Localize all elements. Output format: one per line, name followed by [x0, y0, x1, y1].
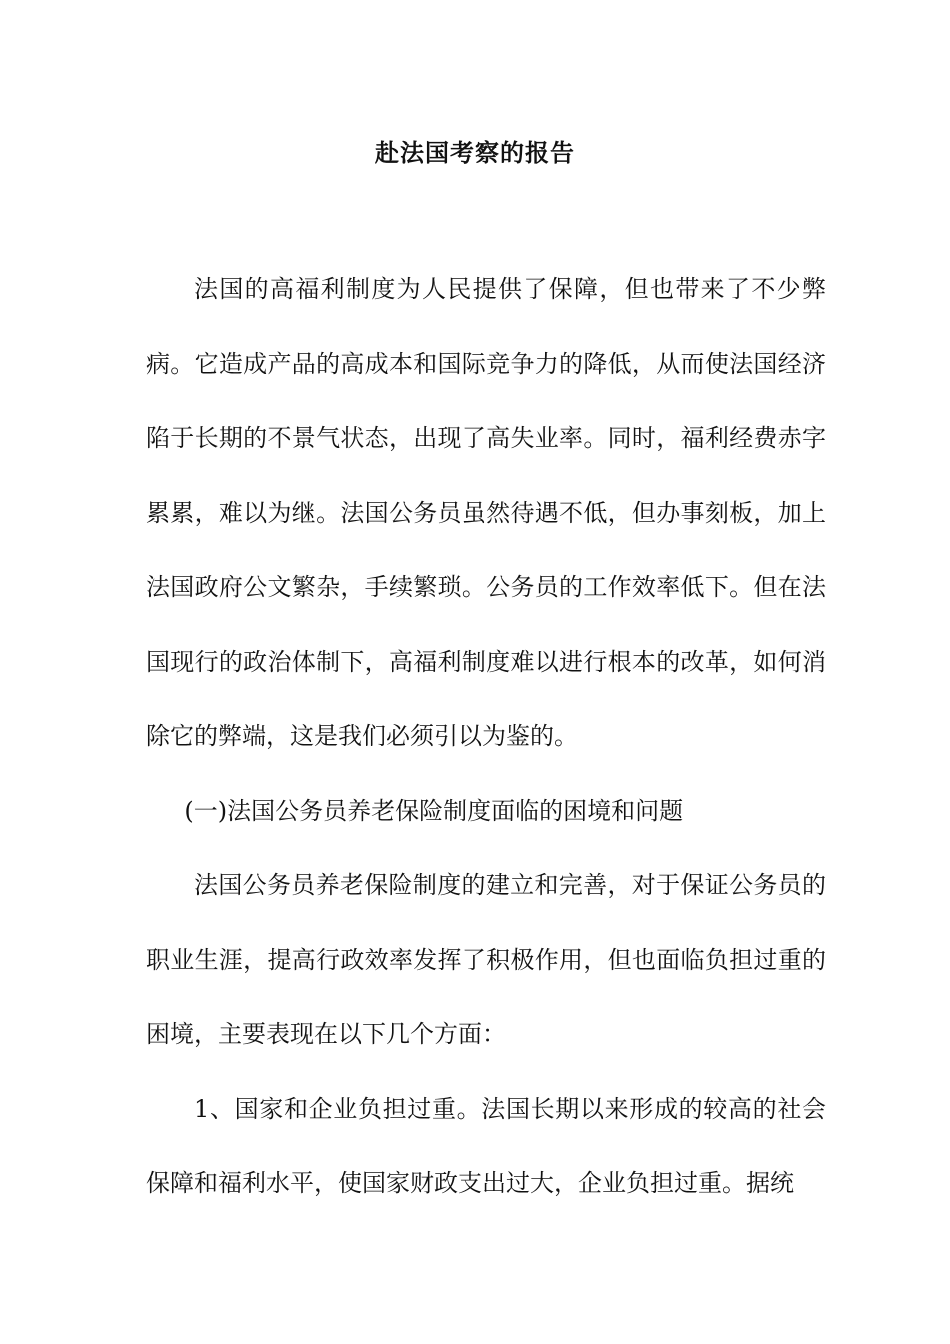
paragraph-point-1: 1、国家和企业负担过重。法国长期以来形成的较高的社会保障和福利水平，使国家财政支出过大，企业负担过重。据统 [146, 1094, 826, 1197]
document-body [146, 252, 826, 1221]
paragraph-section-intro: 法国公务员养老保险制度的建立和完善，对于保证公务员的职业生涯，提高行政效率发挥了积极作用，但也面临负担过重的困境，主要表现在以下几个方面： [146, 871, 826, 1048]
section-heading: (一)法国公务员养老保险制度面临的困境和问题 [184, 796, 684, 825]
document-title: 赴法国考察的报告 [375, 138, 575, 167]
paragraph-intro: 法国的高福利制度为人民提供了保障，但也带来了不少弊病。它造成产品的高成本和国际竞争力的降低，从而使法国经济陷于长期的不景气状态，出现了高失业率。同时，福利经费赤字累累，难以为继。法国公务员虽然待遇不低，但办事刻板，加上法国政府公文繁杂，手续繁琐。公务员的工作效率低下。但在法国现行的政治体制下，高福利制度难以进行根本的改革，如何消除它的弊端，这是我们必须引以为鉴的。 [146, 275, 826, 750]
